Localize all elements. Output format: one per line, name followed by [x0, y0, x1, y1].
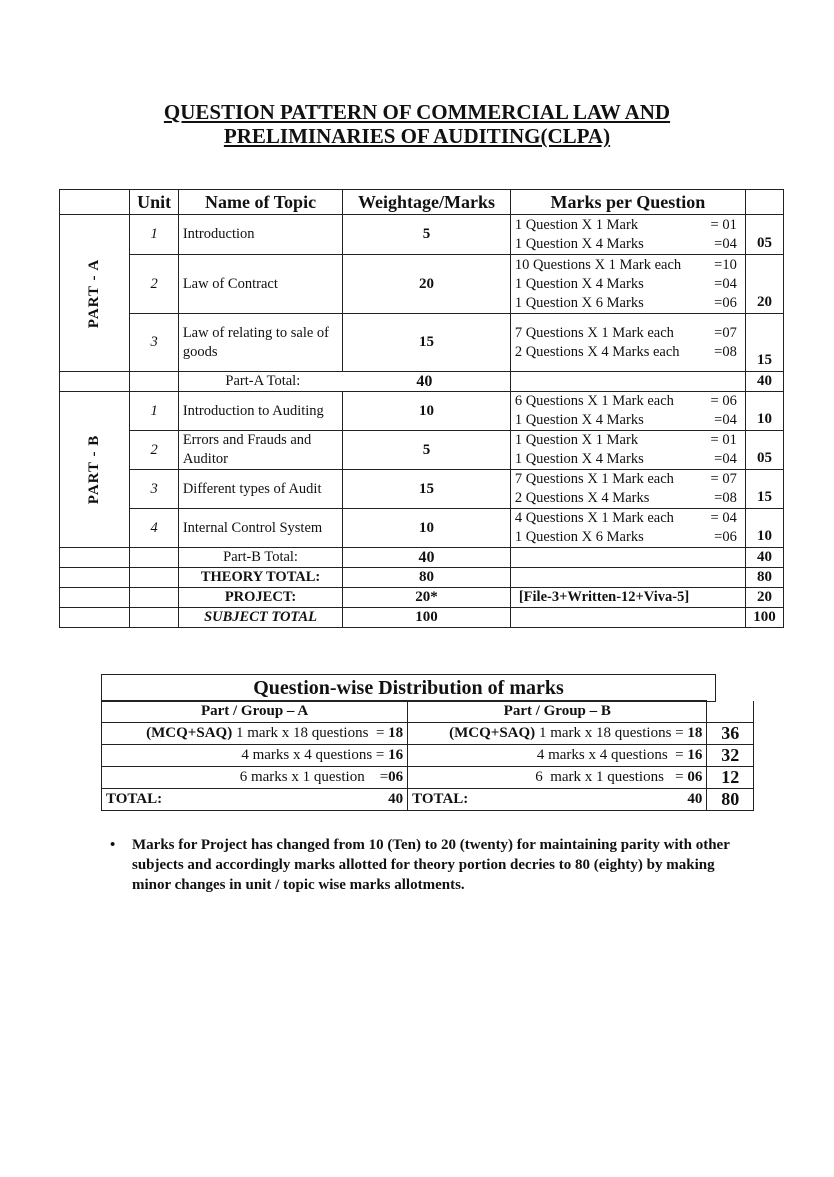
distribution-title: Question-wise Distribution of marks	[101, 674, 716, 702]
part-a-total-row	[60, 372, 784, 392]
part-a-label: PART - A	[60, 215, 130, 372]
topic-name: Internal Control System	[178, 509, 342, 548]
weightage: 5	[343, 431, 511, 470]
project-label: PROJECT:	[178, 588, 342, 608]
project-value: 20*	[343, 588, 511, 608]
note-text: Marks for Project has changed from 10 (Ten) to 20 (twenty) for maintaining parity with other subjects and accordingly marks allotted for theory portion decries to 80 (eighty) by making minor changes in unit / topic wise marks allotments.	[132, 837, 730, 893]
subtotal: 15	[745, 470, 783, 509]
part-b-total-value: 40	[343, 548, 511, 568]
group-a-cell: 6 marks x 1 question =06	[102, 767, 408, 789]
topic-name: Introduction	[178, 215, 342, 255]
mpq-line: 1 Question X 1 Mark = 01	[514, 216, 737, 233]
project-detail: [File-3+Written-12+Viva-5]	[510, 588, 745, 608]
mpq-line: 1 Question X 4 Marks =04	[514, 235, 737, 252]
question-pattern-table	[59, 189, 784, 628]
unit-number: 4	[130, 509, 178, 548]
unit-number: 3	[130, 314, 178, 372]
mpq-line: 1 Question X 4 Marks =04	[514, 412, 737, 428]
mpq-line: 2 Questions X 4 Marks each =08	[514, 343, 737, 360]
weightage: 5	[343, 215, 511, 255]
subtotal: 10	[745, 392, 783, 431]
mpq-line: 6 Questions X 1 Mark each = 06	[514, 393, 737, 409]
part-b-label: PART - B	[60, 392, 130, 548]
weightage: 10	[343, 509, 511, 548]
unit-number: 3	[130, 470, 178, 509]
part-b-total-label: Part-B Total:	[178, 548, 342, 568]
marks-per-question	[510, 431, 745, 470]
row-total: 32	[707, 745, 754, 767]
distribution-row	[102, 745, 754, 767]
title-line-1: QUESTION PATTERN OF COMMERCIAL LAW AND	[163, 100, 671, 124]
unit-row	[60, 431, 784, 470]
weightage: 15	[343, 314, 511, 372]
mpq-line: 1 Question X 1 Mark = 01	[514, 432, 737, 448]
subtotal: 05	[745, 431, 783, 470]
distribution-row	[102, 723, 754, 745]
mpq-line: 10 Questions X 1 Mark each =10	[514, 256, 737, 273]
topic-name: Law of relating to sale of goods	[178, 314, 342, 372]
topic-name: Law of Contract	[178, 255, 342, 314]
mpq-line: 1 Question X 4 Marks =04	[514, 275, 737, 292]
unit-row	[60, 255, 784, 314]
group-b-total-value: 40	[687, 791, 703, 807]
header-unit: Unit	[130, 190, 178, 215]
header-subtotal-blank	[745, 190, 783, 215]
unit-row	[60, 215, 784, 255]
group-a-cell: 4 marks x 4 questions = 16	[102, 745, 408, 767]
group-a-total: TOTAL: 40	[102, 789, 408, 811]
distribution-row	[102, 767, 754, 789]
theory-total-label: THEORY TOTAL:	[178, 568, 342, 588]
header-row	[60, 190, 784, 215]
part-b-total-row	[60, 548, 784, 568]
unit-row	[60, 314, 784, 372]
theory-total-value: 80	[343, 568, 511, 588]
group-b-header: Part / Group – B	[408, 701, 707, 723]
mpq-line: 1 Question X 4 Marks =04	[514, 451, 737, 467]
weightage: 10	[343, 392, 511, 431]
marks-per-question	[510, 314, 745, 372]
subtotal: 05	[745, 215, 783, 255]
group-a-cell: (MCQ+SAQ) 1 mark x 18 questions = 18	[102, 723, 408, 745]
theory-total-sub: 80	[745, 568, 783, 588]
marks-per-question	[510, 470, 745, 509]
marks-per-question	[510, 509, 745, 548]
weightage: 20	[343, 255, 511, 314]
unit-row	[60, 470, 784, 509]
part-a-total-label: Part-A Total: 40	[178, 372, 510, 392]
row-total: 36	[707, 723, 754, 745]
group-b-cell: 6 mark x 1 questions = 06	[408, 767, 707, 789]
unit-row	[60, 392, 784, 431]
mpq-line: 1 Question X 6 Marks =06	[514, 529, 737, 545]
topic-name: Errors and Frauds and Auditor	[178, 431, 342, 470]
subject-total-label: SUBJECT TOTAL	[178, 608, 342, 628]
marks-per-question	[510, 255, 745, 314]
subject-total-sub: 100	[745, 608, 783, 628]
mpq-line: 7 Questions X 1 Mark each =07	[514, 324, 737, 341]
part-a-total-value: 40	[416, 373, 433, 390]
note-paragraph	[110, 835, 732, 895]
marks-per-question	[510, 392, 745, 431]
theory-total-row	[60, 568, 784, 588]
group-b-total: TOTAL: 40	[408, 789, 707, 811]
mpq-line: 7 Questions X 1 Mark each = 07	[514, 471, 737, 487]
topic-name: Introduction to Auditing	[178, 392, 342, 431]
part-a-total-sub: 40	[745, 372, 783, 392]
distribution-header-row	[102, 701, 754, 723]
group-b-cell: (MCQ+SAQ) 1 mark x 18 questions = 18	[408, 723, 707, 745]
mpq-line: 2 Questions X 4 Marks =08	[514, 490, 737, 506]
title-line-2: PRELIMINARIES OF AUDITING(CLPA)	[223, 124, 611, 148]
marks-per-question	[510, 215, 745, 255]
mpq-line: 1 Question X 6 Marks =06	[514, 294, 737, 311]
bullet-icon: •	[110, 837, 116, 853]
unit-number: 1	[130, 392, 178, 431]
subject-total-row	[60, 608, 784, 628]
project-row	[60, 588, 784, 608]
unit-number: 2	[130, 431, 178, 470]
unit-row	[60, 509, 784, 548]
topic-name: Different types of Audit	[178, 470, 342, 509]
distribution-table	[101, 700, 754, 811]
header-weightage: Weightage/Marks	[343, 190, 511, 215]
grand-total: 80	[707, 789, 754, 811]
page-title	[60, 100, 774, 148]
distribution-total-row	[102, 789, 754, 811]
part-b-total-sub: 40	[745, 548, 783, 568]
unit-number: 1	[130, 215, 178, 255]
group-b-cell: 4 marks x 4 questions = 16	[408, 745, 707, 767]
subtotal: 20	[745, 255, 783, 314]
group-a-header: Part / Group – A	[102, 701, 408, 723]
weightage: 15	[343, 470, 511, 509]
subject-total-value: 100	[343, 608, 511, 628]
group-a-total-value: 40	[388, 791, 404, 807]
header-blank	[60, 190, 130, 215]
subtotal: 15	[745, 314, 783, 372]
subtotal: 10	[745, 509, 783, 548]
mpq-line: 4 Questions X 1 Mark each = 04	[514, 510, 737, 526]
row-total: 12	[707, 767, 754, 789]
unit-number: 2	[130, 255, 178, 314]
header-marks-per-question: Marks per Question	[510, 190, 745, 215]
project-sub: 20	[745, 588, 783, 608]
header-topic: Name of Topic	[178, 190, 342, 215]
